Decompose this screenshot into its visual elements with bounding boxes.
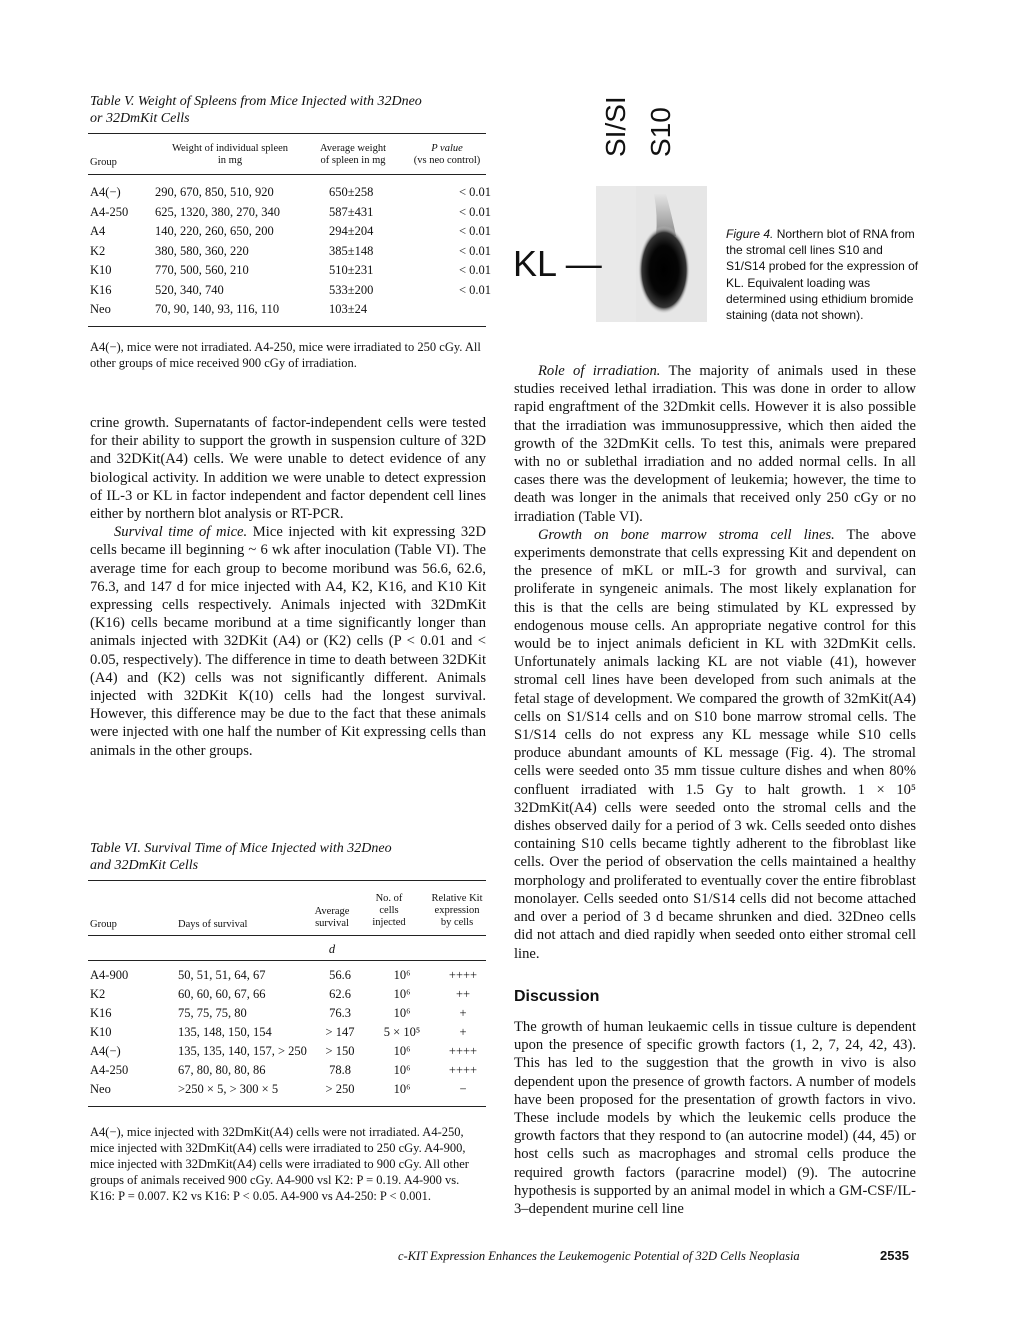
table5-cell-group: Neo — [90, 302, 111, 316]
table6-cell-avg: > 150 — [325, 1044, 355, 1058]
table6-cell-rel: ++++ — [448, 968, 478, 982]
table6-unit-rule — [88, 960, 486, 961]
page-number: 2535 — [880, 1248, 909, 1263]
table6-header-relative: Relative Kit expression by cells — [431, 893, 483, 928]
table5-cell-group: A4-250 — [90, 204, 129, 219]
table6-cell-rel: ++++ — [448, 1063, 478, 1077]
table6-cell-days: 135, 148, 150, 154 — [178, 1025, 272, 1039]
table6-header-rule — [88, 935, 486, 936]
table6-row — [90, 1063, 492, 1082]
table5-header-rule — [88, 174, 486, 175]
lane-label-sisi: SI/SI — [600, 96, 631, 157]
table5-header-average: Average weight of spleen in mg — [320, 143, 386, 166]
table6-cell-group: K16 — [90, 1006, 112, 1020]
table6-cell-avg: 62.6 — [329, 987, 351, 1001]
table6-cell-cells: 5 × 10⁵ — [383, 1025, 421, 1039]
table5-body — [90, 185, 529, 322]
table5-cell-weights: 70, 90, 140, 93, 116, 110 — [155, 302, 280, 316]
table6-row — [90, 968, 492, 987]
table6-header-cells: No. of cells injected — [372, 893, 406, 928]
left-column-text — [90, 414, 486, 760]
table6-cell-avg: > 147 — [325, 1025, 355, 1039]
table5-header-weight: Weight of individual spleen in mg — [171, 143, 289, 166]
table5-row — [90, 283, 529, 303]
table6-row — [90, 987, 492, 1006]
table6-cell-avg: > 250 — [325, 1082, 355, 1096]
table6-bottom-rule — [88, 1106, 486, 1107]
table6-cell-group: A4-250 — [90, 1063, 129, 1077]
kl-band — [638, 226, 690, 314]
table5-cell-avg: 385±148 — [329, 243, 374, 258]
table5-cell-avg: 510±231 — [329, 263, 374, 277]
table6-cell-days: 60, 60, 60, 67, 66 — [178, 987, 266, 1001]
running-title: c-KIT Expression Enhances the Leukemogenic Potential of 32D Cells Neoplasia — [398, 1249, 800, 1263]
table6-cell-avg: 78.8 — [329, 1063, 351, 1077]
table6-header-average: Average survival — [314, 906, 350, 929]
table6-cell-rel: + — [459, 1025, 467, 1039]
table6-cell-rel: − — [459, 1082, 467, 1096]
table6-cell-avg: 56.6 — [329, 968, 351, 982]
table5-cell-group: A4 — [90, 224, 106, 238]
kl-band-label: KL — — [513, 243, 602, 284]
figure4-caption: Figure 4. Northern blot of RNA from the stromal cell lines S10 and S1/S14 probed for the expression of KL. Equivalent loading was determined using ethidium bromide staining (data not shown). — [726, 227, 919, 323]
table6-cell-cells: 10⁶ — [393, 1063, 411, 1077]
table6-top-rule — [88, 880, 486, 881]
table5-cell-p: < 0.01 — [459, 204, 492, 219]
table5-cell-weights: 770, 500, 560, 210 — [155, 263, 249, 277]
table5-cell-group: K16 — [90, 282, 112, 297]
table5-cell-avg: 533±200 — [329, 282, 374, 297]
table5-cell-p: < 0.01 — [459, 224, 492, 238]
table5-header-pvalue: P value (vs neo control) — [413, 143, 481, 166]
table6-caption: Table VI. Survival Time of Mice Injected with 32Dneo and 32DmKit Cells — [90, 841, 392, 873]
table6-unit: d — [328, 942, 336, 956]
table6-cell-rel: ++++ — [448, 1044, 478, 1058]
table5-cell-avg: 103±24 — [329, 302, 368, 316]
table6-cell-group: K10 — [90, 1025, 112, 1039]
discussion-heading: Discussion — [514, 988, 600, 1005]
table5-cell-weights: 380, 580, 360, 220 — [155, 243, 249, 258]
table5-row — [90, 302, 529, 322]
table5-footnote: A4(−), mice were not irradiated. A4-250, mice were irradiated to 250 cGy. All other groups of mice received 900 cGy of irradiation. — [90, 340, 481, 370]
table6-cell-days: 75, 75, 75, 80 — [178, 1006, 247, 1020]
table5-cell-avg: 294±204 — [329, 224, 374, 238]
table6-cell-cells: 10⁶ — [393, 968, 411, 982]
table5-caption: Table V. Weight of Spleens from Mice Injected with 32Dneo or 32DmKit Cells — [90, 94, 422, 126]
left-para-1: crine growth. Supernatants of factor-independent cells were tested for their ability to support the growth in suspension culture of 32D and 32DKit(A4) cells. We were unable to detect evidence of any biological activity. In addition we were unable to detect expression of IL-3 or KL in factor independent and factor dependent cell lines either by northern blot analysis or RT-PCR. — [90, 415, 486, 523]
table5-cell-weights: 520, 340, 740 — [155, 282, 224, 297]
right-column-text — [514, 362, 916, 963]
table6-cell-rel: + — [459, 1006, 467, 1020]
table5-cell-group: K10 — [90, 263, 112, 277]
lane-label-s10: S10 — [645, 107, 676, 157]
discussion-text: The growth of human leukaemic cells in tissue culture is dependent upon the presence of specific growth factors (1, 2, 7, 24, 42, 43). This has led to the suggestion that the growth in vivo is also dependent upon the presence of growth factors. A number of models have been proposed for the presentation of growth factors in vivo. These include models by which the leukemic cells produce the growth factors that they respond to (an autocrine model) (44, 45) or host cells such as macrophages and stromal cells produce the required growth factors (paracrine model) (9). The autocrine hypothesis is supported by an animal model in which a GM-CSF/IL-3–dependent murine cell line — [514, 1019, 916, 1218]
table5-row — [90, 185, 529, 205]
right-para-2: Growth on bone marrow stroma cell lines. The above experiments demonstrate that cells expressing Kit and dependent on the presence of mKL or mIL-3 for growth and survival, can proliferate in syngeneic animals. The most likely explanation for this is that the cells are being stimulated by KL expressed by endogenous mouse cells. An appropriate negative control for this would be to inject animals deficient in KL with 32DmKit cells. Unfortunately animals lacking KL are not viable (41), however stromal cell lines have been developed from such animals at the fetal stage of development. We compared the growth of 32mKit(A4) cells on S1/S14 cells and on S10 bone marrow stromal cells. The S1/S14 cells do not express any KL message while S10 cells produce abundant amounts of KL message (Fig. 4). The stromal cells were seeded onto 35 mm tissue culture dishes and when 80% confluent irradiated with 1.5 Gy to halt growth. 1 × 10⁵ 32DmKit(A4) cells were seeded onto the stromal cells and the dishes observed daily for a period of 3 wk. Cells seeded onto dishes containing S10 cells became tightly adherent to the fibroblast like cells. Over the period of observation the cells maintained a healthy morphology and proliferated to eventually cover the entire fibroblast monolayer. Cells seeded onto S1/S14 cells did not become attached and over a period of 3 d became shrunken and died. 32Dneo cells did not attach and died rapidly when seeded onto either stromal cell line. — [514, 526, 917, 962]
table5-cell-weights: 625, 1320, 380, 270, 340 — [155, 204, 280, 219]
table6-cell-group: Neo — [90, 1082, 111, 1096]
table5-cell-p: < 0.01 — [459, 282, 492, 297]
table6-cell-cells: 10⁶ — [393, 1082, 411, 1096]
table6-cell-days: 135, 135, 140, 157, > 250 — [178, 1044, 307, 1058]
table5-row — [90, 205, 529, 225]
table6-cell-cells: 10⁶ — [393, 987, 411, 1001]
table5-bottom-rule — [88, 326, 486, 327]
right-para-1: Role of irradiation. The majority of animals used in these studies received lethal irradiation. This was done in order to allow rapid engraftment of the 32Dmkit cells. However it is also possible that the irradiation was immunosuppressive, which then aided the growth of the 32DmKit cells. To test this, animals were prepared with no or sublethal irradiation and no added normal cells. In all cases there was the development of leukemia; however, the time to death was longer in the animals that received only 250 cGy or no irradiation (Table VI). — [514, 363, 916, 525]
table5-cell-weights: 140, 220, 260, 650, 200 — [155, 224, 274, 238]
table6-header-days: Days of survival — [178, 919, 248, 930]
table6-row — [90, 1025, 492, 1044]
table6-footnote: A4(−), mice injected with 32DmKit(A4) cells were not irradiated. A4-250, mice injected with 32DmKit(A4) cells were irradiated to 250 cGy. A4-900, mice injected with 32DmKit(A4) cells were irradiated to 900 cGy. All other groups of animals received 900 cGy. A4-900 vsl K2: P = 0.19. A4-900 vs. K16: P = 0.007. K2 vs K16: P < 0.05. A4-900 vs A4-250: P < 0.001. — [90, 1125, 469, 1203]
left-para-2: Survival time of mice. Mice injected with kit expressing 32D cells became ill beginning ~ 6 wk after inoculation (Table VI). The average time for each group to become moribund was 56.6, 62.6, 76.3, and 147 d for mice injected with A4, K2, K16, and K10 Kit expressing cells respectively. Animals injected with 32DmKit (K16) cells became moribund at a time significantly longer than animals injected with 32DKit (A4) or (K2) cells (P < 0.01 and < 0.05, respectively). The difference in time to death between 32DKit (A4) and (K2) cells was not significantly different. Animals injected with 32DKit K(10) cells had the longest survival. However, this difference may be due to the fact that these animals were injected with one half the number of Kit expressing cells than animals in the other groups. — [90, 524, 486, 759]
table5-row — [90, 224, 529, 244]
table6-header-group: Group — [90, 919, 117, 930]
table5-row — [90, 263, 529, 283]
table5-header-group: Group — [90, 157, 117, 168]
table6-row — [90, 1082, 492, 1101]
table6-cell-avg: 76.3 — [329, 1006, 351, 1020]
table6-cell-days: >250 × 5, > 300 × 5 — [178, 1082, 279, 1096]
table6-cell-cells: 10⁶ — [393, 1044, 411, 1058]
table5-cell-p: < 0.01 — [459, 185, 492, 199]
table6-cell-group: A4-900 — [90, 968, 129, 982]
table6-cell-group: A4(−) — [90, 1044, 121, 1058]
northern-blot-image — [596, 186, 707, 322]
table6-body — [90, 968, 492, 1101]
table6-cell-cells: 10⁶ — [393, 1006, 411, 1020]
table5-row — [90, 244, 529, 264]
table5-cell-p: < 0.01 — [459, 243, 492, 258]
table5-top-rule — [88, 133, 486, 134]
table6-cell-rel: ++ — [455, 987, 471, 1001]
table5-cell-avg: 650±258 — [329, 185, 374, 199]
table5-cell-group: K2 — [90, 243, 106, 258]
table5-cell-group: A4(−) — [90, 185, 121, 199]
table6-cell-days: 67, 80, 80, 80, 86 — [178, 1063, 266, 1077]
table6-row — [90, 1044, 492, 1063]
table5-cell-weights: 290, 670, 850, 510, 920 — [155, 185, 274, 199]
table5-cell-p: < 0.01 — [459, 263, 492, 277]
table6-cell-group: K2 — [90, 987, 106, 1001]
table6-cell-days: 50, 51, 51, 64, 67 — [178, 968, 266, 982]
blot-svg — [596, 186, 707, 322]
table5-cell-p — [439, 302, 529, 322]
table6-row — [90, 1006, 492, 1025]
table5-cell-avg: 587±431 — [329, 204, 374, 219]
